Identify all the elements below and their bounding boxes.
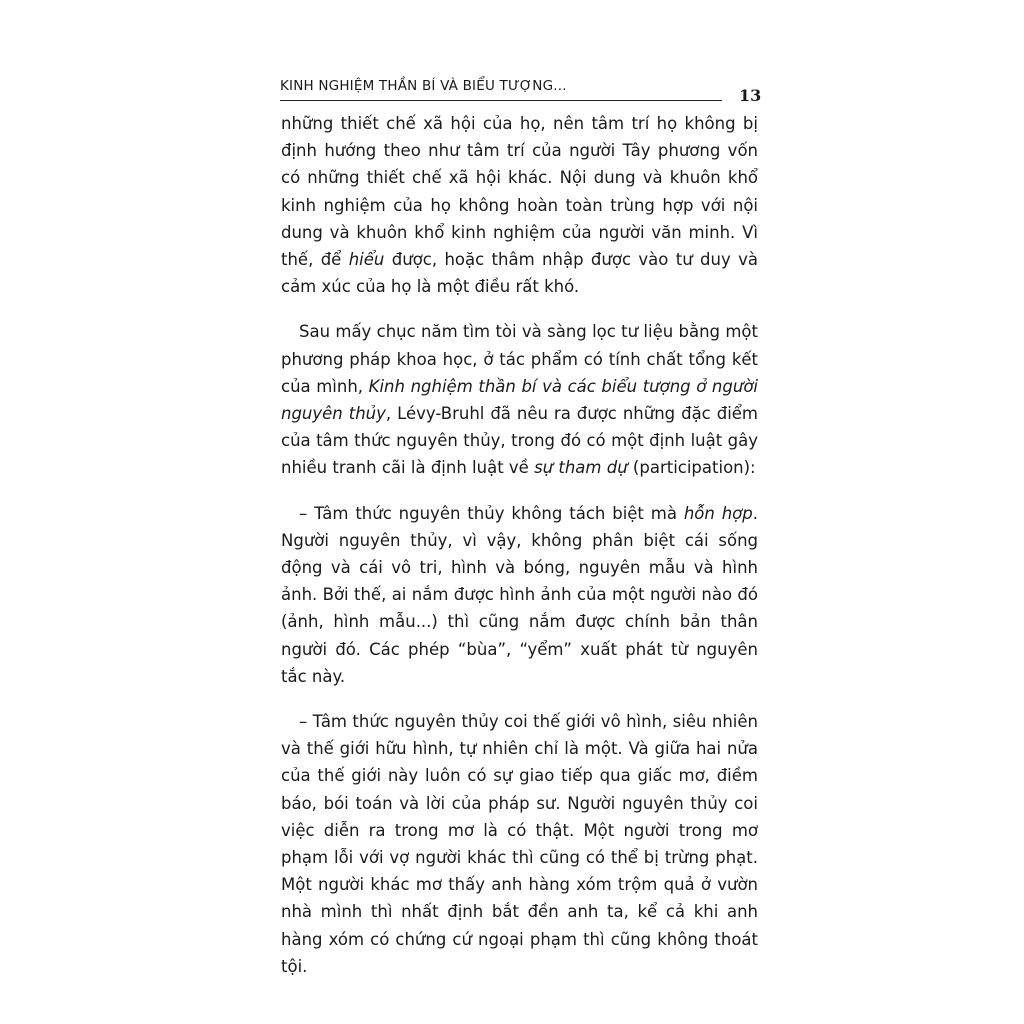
text-run: – Tâm thức nguyên thủy không tách biệt mà [299, 503, 684, 523]
italic-term: sự tham dự [534, 458, 628, 478]
running-header [280, 78, 722, 101]
italic-term: hiểu [348, 250, 385, 270]
paragraph-4 [281, 708, 758, 980]
text-run: . Người nguyên thủy, vì vậy, không phân biệt cái sống động và cái vô tri, hình và bóng, nguyên mẫu và hình ảnh. Bởi thế, ai nắm được hình ảnh của một người nào đó (ảnh, hình mẫu...) thì cũng nắm được chính bản thân người đó. Các phép “bùa”, “yểm” xuất phát từ nguyên tắc này. [281, 503, 759, 686]
italic-term: hỗn hợp [683, 503, 753, 523]
text-run: (participation): [627, 458, 756, 478]
body-text [281, 110, 758, 980]
running-title: KINH NGHIỆM THẦN BÍ VÀ BIỂU TƯỢNG... [280, 78, 567, 94]
text-run: Sau mấy chục năm tìm tòi và sàng lọc tư liệu bằng một phương pháp khoa học, ở tác phẩm có tính chất tổng kết của mình, [281, 322, 758, 396]
text-run: được, hoặc thâm nhập được vào tư duy và cảm xúc của họ là một điều rất khó. [281, 250, 758, 297]
paragraph-3 [281, 500, 758, 690]
text-run: những thiết chế xã hội của họ, nên tâm trí họ không bị định hướng theo như tâm trí của người Tây phương vốn có những thiết chế xã hội khác. Nội dung và khuôn khổ kinh nghiệm của họ không hoàn toàn trùng hợp với nội dung và khuôn khổ kinh nghiệm của người văn minh. Vì thế, để [281, 114, 758, 270]
paragraph-1 [281, 110, 758, 300]
paragraph-2 [281, 318, 758, 481]
book-title-italic: Kinh nghiệm thần bí và các biểu tượng ở người nguyên thủy [281, 376, 759, 424]
page-number: 13 [739, 86, 762, 105]
text-run: , Lévy-Bruhl đã nêu ra được những đặc điểm của tâm thức nguyên thủy, trong đó có một định luật gây nhiều tranh cãi là định luật về [281, 404, 759, 478]
text-run: – Tâm thức nguyên thủy coi thế giới vô hình, siêu nhiên và thế giới hữu hình, tự nhiên chỉ là một. Và giữa hai nửa của thế giới này luôn có sự giao tiếp qua giấc mơ, điềm báo, bói toán và lời của pháp sư. Người nguyên thủy coi việc diễn ra trong mơ là có thật. Một người trong mơ phạm lỗi với vợ người khác thì cũng có thể bị trừng phạt. Một người khác mơ thấy anh hàng xóm trộm quả ở vườn nhà mình thì nhất định bắt đền anh ta, kể cả khi anh hàng xóm có chứng cứ ngoại phạm thì cũng không thoát tội. [281, 712, 758, 976]
